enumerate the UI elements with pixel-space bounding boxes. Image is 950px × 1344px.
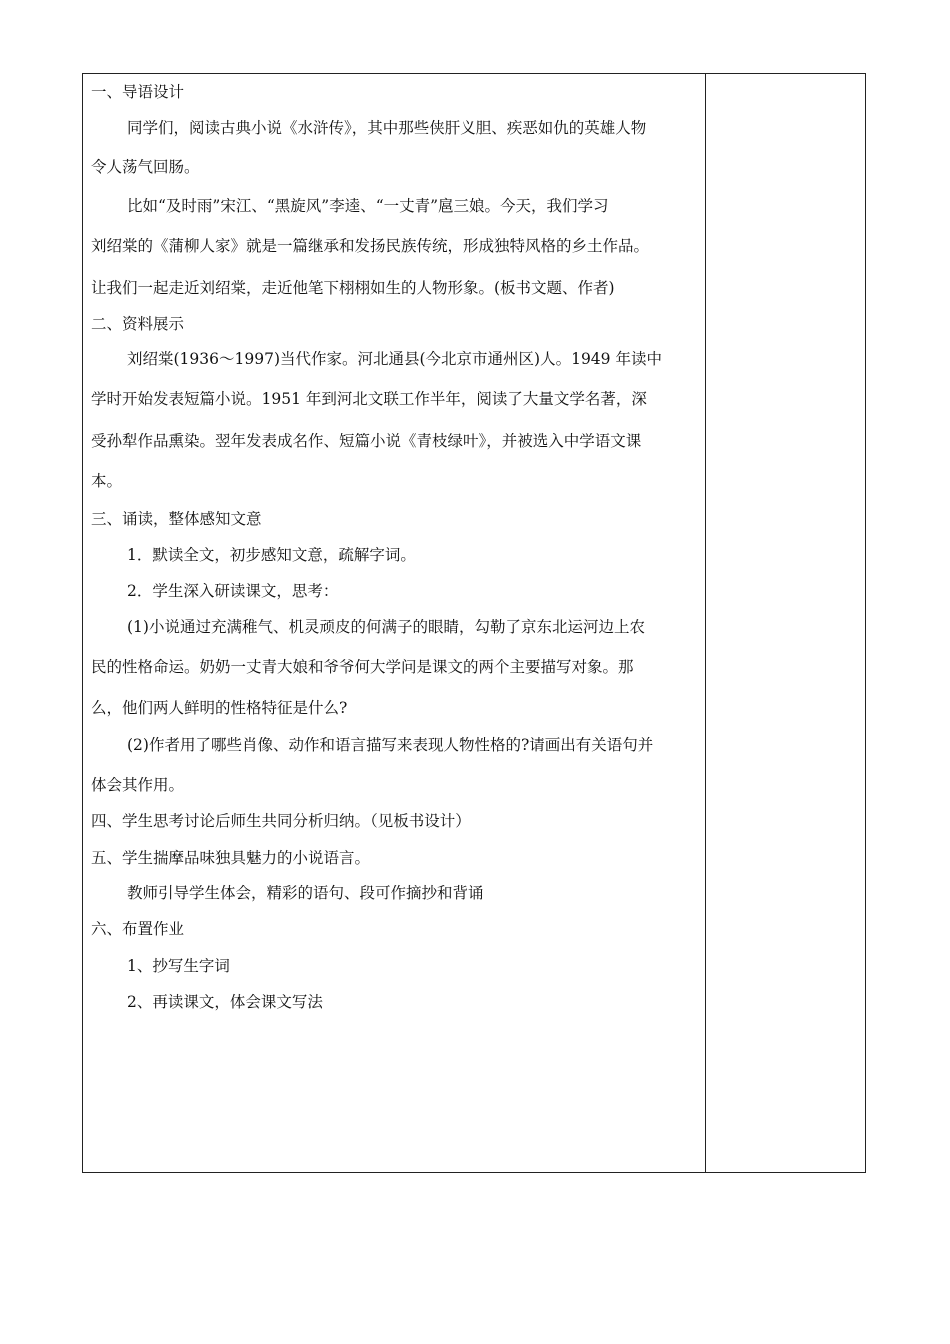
text-line: 2．学生深入研读课文，思考： [127,582,339,600]
text-line: 么，他们两人鲜明的性格特征是什么? [91,699,348,717]
text-line: 让我们一起走近刘绍棠，走近他笔下栩栩如生的人物形象。(板书文题、作者) [91,279,615,297]
text-line: 同学们，阅读古典小说《水浒传》，其中那些侠肝义胆、疾恶如仇的英雄人物 [127,119,647,137]
text-line: 民的性格命运。奶奶一丈青大娘和爷爷何大学问是课文的两个主要描写对象。那 [91,658,634,676]
text-line: 比如“及时雨”宋江、“黑旋风”李逵、“一丈青”扈三娘。今天，我们学习 [127,197,609,215]
text-line: 刘绍棠(1936～1997)当代作家。河北通县(今北京市通州区)人。1949 年读中 [127,350,662,368]
lesson-table [82,73,866,1173]
text-line: 体会其作用。 [91,776,185,794]
text-line: 受孙犁作品熏染。翌年发表成名作、短篇小说《青枝绿叶》，并被选入中学语文课 [91,432,642,450]
section-heading: 五、学生揣摩品味独具魅力的小说语言。 [91,849,371,867]
text-line: 1、抄写生字词 [127,957,230,975]
text-line: 1．默读全文，初步感知文意，疏解字词。 [127,546,416,564]
section-heading: 一、导语设计 [91,83,185,101]
text-line: 学时开始发表短篇小说。1951 年到河北文联工作半年，阅读了大量文学名著，深 [91,390,647,408]
lesson-content-cell [83,74,706,1172]
text-line: 刘绍棠的《蒲柳人家》就是一篇继承和发扬民族传统，形成独特风格的乡土作品。 [91,237,650,255]
text-line: (1)小说通过充满稚气、机灵顽皮的何满子的眼睛，勾勒了京东北运河边上农 [127,618,645,636]
text-line: 本。 [91,472,123,490]
section-heading: 六、布置作业 [91,920,185,938]
section-heading: 四、学生思考讨论后师生共同分析归纳。（见板书设计） [91,812,471,830]
section-heading: 三、诵读，整体感知文意 [91,510,262,528]
notes-cell [706,74,865,1172]
section-heading: 二、资料展示 [91,315,185,333]
text-line: 2、再读课文，体会课文写法 [127,993,323,1011]
text-line: 教师引导学生体会，精彩的语句、段可作摘抄和背诵 [127,884,484,902]
text-line: (2)作者用了哪些肖像、动作和语言描写来表现人物性格的?请画出有关语句并 [127,736,654,754]
text-line: 令人荡气回肠。 [91,158,200,176]
